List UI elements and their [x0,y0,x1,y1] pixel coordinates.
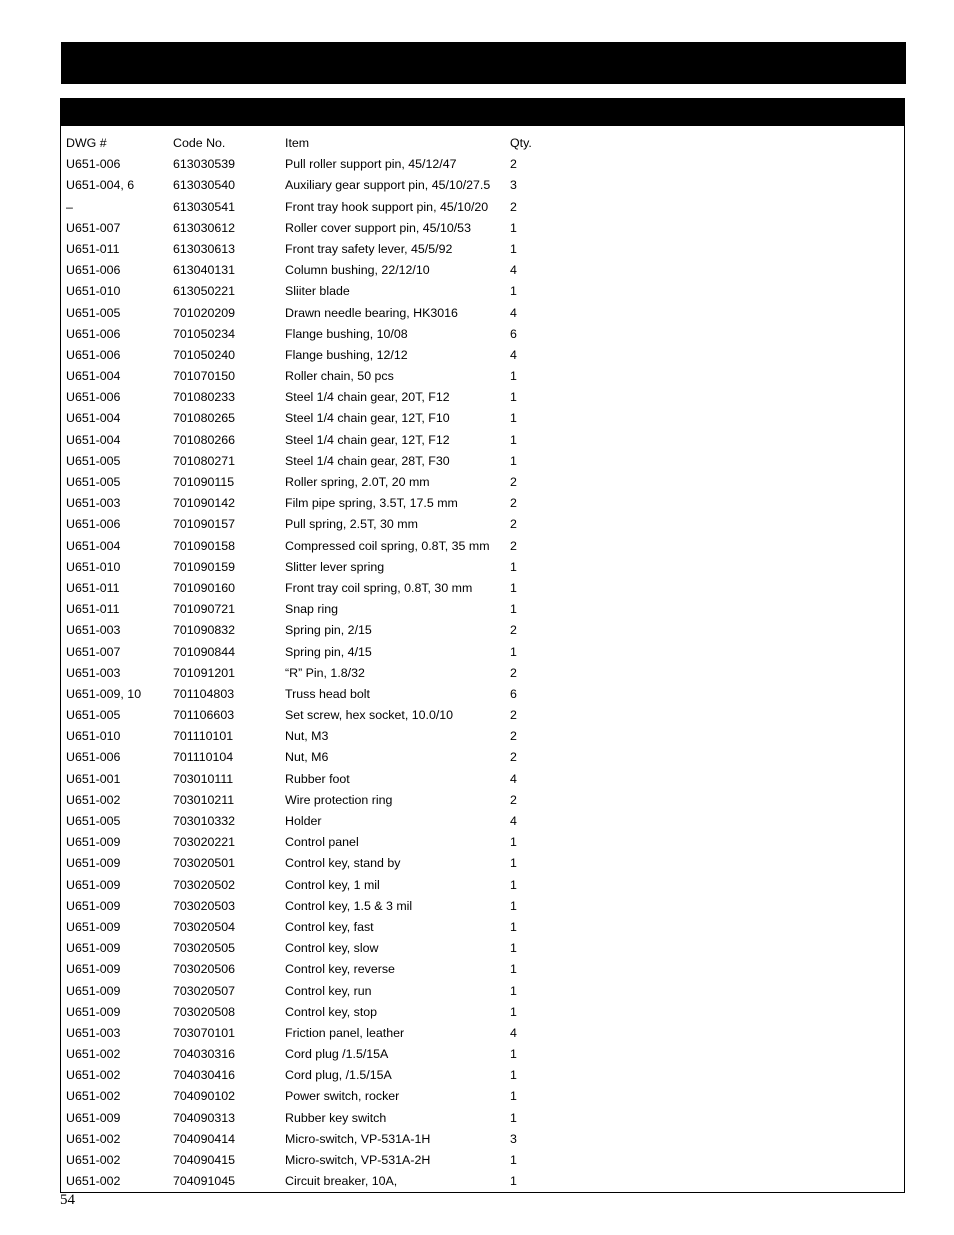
cell-item: Power switch, rocker [285,1089,400,1104]
cell-code: 613030539 [173,157,236,172]
cell-item: Circuit breaker, 10A, [285,1174,398,1189]
cell-item: Spring pin, 2/15 [285,623,372,638]
cell-code: 703070101 [173,1025,236,1040]
table-row [61,811,904,832]
cell-item: Control key, fast [285,919,374,934]
cell-item: Roller spring, 2.0T, 20 mm [285,475,430,489]
cell-dwg: U651-009 [66,983,121,998]
table-row [61,175,904,196]
cell-qty: 2 [510,665,517,680]
cell-qty: 1 [510,453,517,468]
cell-item: Control key, 1.5 & 3 mil [285,898,413,913]
cell-code: 701080233 [173,390,236,405]
cell-qty: 2 [510,729,517,744]
cell-item: Holder [285,814,322,828]
cell-dwg: U651-003 [66,1025,121,1040]
table-row [61,557,904,578]
cell-code: 703020505 [173,941,236,956]
cell-code: 701104803 [173,686,235,701]
cell-code: 701090721 [173,602,236,617]
cell-qty: 1 [510,1068,517,1083]
cell-dwg: U651-004 [66,369,121,384]
cell-item: Set screw, hex socket, 10.0/10 [285,708,454,723]
cell-item: Steel 1/4 chain gear, 12T, F12 [285,432,450,447]
cell-code: 703020504 [173,919,236,934]
cell-qty: 1 [510,983,517,998]
cell-qty: 2 [510,792,517,807]
cell-code: 701080271 [173,453,236,468]
cell-code: 701106603 [173,708,235,723]
cell-code: 701090158 [173,538,236,553]
cell-code: 704091045 [173,1174,236,1189]
cell-qty: 1 [510,390,517,405]
cell-item: Film pipe spring, 3.5T, 17.5 mm [285,496,458,511]
table-header-row [61,133,904,154]
table-row [61,430,904,451]
cell-item: Front tray safety lever, 45/5/92 [285,241,453,256]
table-row [61,684,904,705]
cell-item: Rubber key switch [285,1110,387,1125]
table-row [61,1086,904,1107]
table-row [61,981,904,1002]
cell-code: 701080266 [173,432,236,447]
cell-item: Flange bushing, 10/08 [285,326,408,341]
cell-dwg: U651-004 [66,432,121,447]
cell-dwg: U651-009 [66,962,121,977]
table-row [61,239,904,260]
cell-qty: 1 [510,856,517,871]
cell-code: 613040131 [173,263,236,278]
cell-dwg: U651-006 [66,326,121,341]
cell-item: Nut, M3 [285,729,329,744]
table-row [61,1023,904,1044]
cell-qty: 2 [510,750,517,765]
table-row [61,1150,904,1171]
cell-qty: 4 [510,263,517,278]
cell-qty: 4 [510,305,517,320]
cell-item: “R” Pin, 1.8/32 [285,665,365,680]
table-row [61,1171,904,1192]
table-section-banner [61,99,904,126]
table-row [61,853,904,874]
cell-qty: 1 [510,644,517,659]
cell-qty: 2 [510,623,517,638]
table-row [61,281,904,302]
cell-qty: 1 [510,919,517,934]
cell-code: 613030613 [173,241,236,256]
table-row [61,663,904,684]
cell-item: Control key, 1 mil [285,877,380,892]
cell-item: Auxiliary gear support pin, 45/10/27.5 [285,178,491,193]
cell-qty: 4 [510,814,517,828]
cell-dwg: U651-009 [66,919,121,934]
cell-item: Control key, stand by [285,856,401,871]
cell-item: Nut, M6 [285,750,329,765]
cell-qty: 1 [510,835,517,850]
cell-code: 701070150 [173,369,236,384]
cell-item: Friction panel, leather [285,1025,405,1040]
table-row [61,451,904,472]
cell-dwg: U651-005 [66,305,121,320]
table-row [61,790,904,811]
cell-dwg: U651-002 [66,1131,121,1146]
cell-code: 701091201 [173,665,236,680]
cell-qty: 1 [510,1174,517,1189]
cell-item: Steel 1/4 chain gear, 12T, F10 [285,411,450,426]
table-row [61,1065,904,1086]
cell-item: Slitter lever spring [285,559,385,574]
table-row [61,832,904,853]
cell-qty: 2 [510,708,517,723]
cell-item: Steel 1/4 chain gear, 28T, F30 [285,453,450,468]
cell-dwg: U651-010 [66,559,121,574]
cell-qty: 2 [510,199,517,214]
table-row [61,875,904,896]
cell-qty: 1 [510,602,517,617]
cell-item: Drawn needle bearing, HK3016 [285,305,458,320]
cell-code: 703020221 [173,835,236,850]
cell-item: Front tray hook support pin, 45/10/20 [285,199,489,214]
column-header-code: Code No. [173,136,226,150]
cell-item: Control key, stop [285,1004,378,1019]
cell-dwg: U651-005 [66,814,121,828]
cell-dwg: U651-006 [66,263,121,278]
cell-item: Rubber foot [285,771,350,786]
cell-dwg: U651-006 [66,750,121,765]
cell-dwg: U651-002 [66,1174,121,1189]
cell-qty: 1 [510,898,517,913]
cell-dwg: U651-003 [66,623,121,638]
cell-dwg: U651-006 [66,157,121,172]
cell-code: 703010111 [173,771,234,786]
table-row [61,536,904,557]
cell-item: Micro-switch, VP-531A-1H [285,1131,431,1146]
cell-qty: 1 [510,284,517,299]
table-row [61,345,904,366]
cell-qty: 1 [510,559,517,574]
cell-item: Snap ring [285,602,339,617]
cell-qty: 1 [510,962,517,977]
cell-item: Spring pin, 4/15 [285,644,372,659]
cell-code: 703020501 [173,856,236,871]
cell-item: Cord plug, /1.5/15A [285,1068,392,1083]
cell-qty: 2 [510,496,517,511]
cell-dwg: U651-004 [66,411,121,426]
table-row [61,917,904,938]
table-row [61,769,904,790]
cell-dwg: U651-009 [66,835,121,850]
cell-qty: 2 [510,517,517,532]
table-row [61,1044,904,1065]
cell-dwg: U651-009 [66,1110,121,1125]
cell-dwg: U651-002 [66,1047,121,1062]
cell-qty: 6 [510,686,517,701]
cell-qty: 1 [510,432,517,447]
cell-code: 613030541 [173,199,236,214]
table-row [61,324,904,345]
title-banner [61,42,906,84]
cell-item: Pull roller support pin, 45/12/47 [285,157,457,172]
cell-qty: 2 [510,538,517,553]
cell-code: 703020507 [173,983,236,998]
table-row [61,726,904,747]
parts-table [60,98,905,1193]
column-header-item: Item [285,136,310,150]
cell-dwg: U651-011 [66,241,120,256]
cell-code: 701090159 [173,559,236,574]
cell-dwg: U651-004 [66,538,121,553]
table-row [61,578,904,599]
cell-qty: 6 [510,326,517,341]
cell-qty: 1 [510,220,517,235]
table-row [61,366,904,387]
cell-qty: 3 [510,178,517,193]
cell-item: Control key, reverse [285,962,395,977]
cell-dwg: U651-009 [66,1004,121,1019]
cell-dwg: U651-009 [66,898,121,913]
cell-code: 701090160 [173,580,236,595]
cell-qty: 2 [510,475,517,489]
cell-qty: 1 [510,1004,517,1019]
column-header-qty: Qty. [510,136,532,150]
cell-code: 613030612 [173,220,236,235]
table-row [61,599,904,620]
table-body [61,133,904,1192]
cell-dwg: U651-009 [66,877,121,892]
cell-dwg: U651-005 [66,708,121,723]
table-row [61,642,904,663]
cell-qty: 1 [510,1089,517,1104]
table-row [61,1129,904,1150]
cell-qty: 4 [510,1025,517,1040]
table-row [61,387,904,408]
table-row [61,705,904,726]
cell-item: Control key, run [285,983,372,998]
cell-code: 613030540 [173,178,236,193]
cell-dwg: U651-007 [66,644,121,659]
table-row [61,197,904,218]
cell-dwg: U651-002 [66,1089,121,1104]
cell-code: 701110104 [173,750,234,765]
cell-dwg: U651-006 [66,347,121,362]
cell-item: Wire protection ring [285,792,393,807]
cell-code: 701110101 [173,729,234,744]
table-row [61,514,904,535]
cell-qty: 1 [510,411,517,426]
table-row [61,1002,904,1023]
cell-dwg: U651-005 [66,475,121,489]
cell-dwg: U651-010 [66,729,121,744]
cell-dwg: U651-009 [66,856,121,871]
cell-dwg: U651-006 [66,517,121,532]
cell-dwg: U651-011 [66,602,120,617]
table-row [61,303,904,324]
cell-dwg: U651-010 [66,284,121,299]
cell-item: Control panel [285,835,359,850]
page-number: 54 [60,1192,75,1208]
cell-code: 701080265 [173,411,236,426]
cell-item: Roller chain, 50 pcs [285,369,394,384]
cell-code: 701090844 [173,644,236,659]
cell-item: Flange bushing, 12/12 [285,347,408,362]
table-row [61,472,904,493]
cell-dwg: U651-006 [66,390,121,405]
column-header-dwg: DWG # [66,136,107,150]
cell-code: 704090414 [173,1131,236,1146]
cell-item: Pull spring, 2.5T, 30 mm [285,517,418,532]
cell-qty: 3 [510,1131,517,1146]
cell-code: 701050234 [173,326,236,341]
cell-code: 703020508 [173,1004,236,1019]
table-row [61,218,904,239]
cell-dwg: U651-002 [66,1068,121,1083]
cell-dwg: U651-011 [66,580,120,595]
cell-qty: 1 [510,580,517,595]
cell-dwg: U651-002 [66,792,121,807]
cell-item: Sliiter blade [285,284,350,299]
cell-item: Front tray coil spring, 0.8T, 30 mm [285,580,473,595]
cell-item: Column bushing, 22/12/10 [285,263,430,278]
cell-code: 704030416 [173,1068,236,1083]
cell-code: 703010332 [173,814,236,828]
cell-code: 701090115 [173,475,235,489]
cell-code: 701090157 [173,517,236,532]
cell-item: Cord plug /1.5/15A [285,1047,389,1062]
cell-code: 703010211 [173,792,235,807]
cell-qty: 1 [510,1153,517,1167]
table-row [61,959,904,980]
table-row [61,1108,904,1129]
table-row [61,260,904,281]
cell-code: 704090313 [173,1110,236,1125]
cell-dwg: U651-004, 6 [66,178,135,193]
cell-qty: 2 [510,157,517,172]
table-row [61,896,904,917]
table-row [61,747,904,768]
cell-code: 704030316 [173,1047,236,1062]
cell-code: 703020503 [173,898,236,913]
cell-dwg: U651-009 [66,941,121,956]
table-row [61,154,904,175]
cell-dwg: U651-009, 10 [66,686,142,701]
cell-dwg: U651-005 [66,453,121,468]
cell-item: Truss head bolt [285,686,370,701]
cell-dwg: – [66,199,73,214]
cell-item: Compressed coil spring, 0.8T, 35 mm [285,538,490,553]
cell-qty: 1 [510,1047,517,1062]
table-row [61,493,904,514]
cell-code: 704090415 [173,1153,236,1167]
cell-code: 701090142 [173,496,236,511]
table-row [61,938,904,959]
cell-qty: 4 [510,347,517,362]
cell-qty: 1 [510,941,517,956]
cell-code: 703020506 [173,962,236,977]
cell-item: Control key, slow [285,941,379,956]
cell-dwg: U651-003 [66,665,121,680]
cell-item: Roller cover support pin, 45/10/53 [285,220,471,235]
cell-code: 613050221 [173,284,236,299]
table-row [61,408,904,429]
cell-dwg: U651-001 [66,771,121,786]
cell-code: 701050240 [173,347,236,362]
cell-item: Micro-switch, VP-531A-2H [285,1153,431,1167]
cell-qty: 1 [510,369,517,384]
cell-code: 701020209 [173,305,236,320]
cell-item: Steel 1/4 chain gear, 20T, F12 [285,390,450,405]
cell-dwg: U651-002 [66,1153,121,1167]
cell-code: 703020502 [173,877,236,892]
table-row [61,620,904,641]
cell-dwg: U651-003 [66,496,121,511]
cell-qty: 1 [510,1110,517,1125]
cell-dwg: U651-007 [66,220,121,235]
cell-qty: 1 [510,241,517,256]
cell-qty: 1 [510,877,517,892]
cell-code: 704090102 [173,1089,236,1104]
cell-qty: 4 [510,771,517,786]
cell-code: 701090832 [173,623,236,638]
